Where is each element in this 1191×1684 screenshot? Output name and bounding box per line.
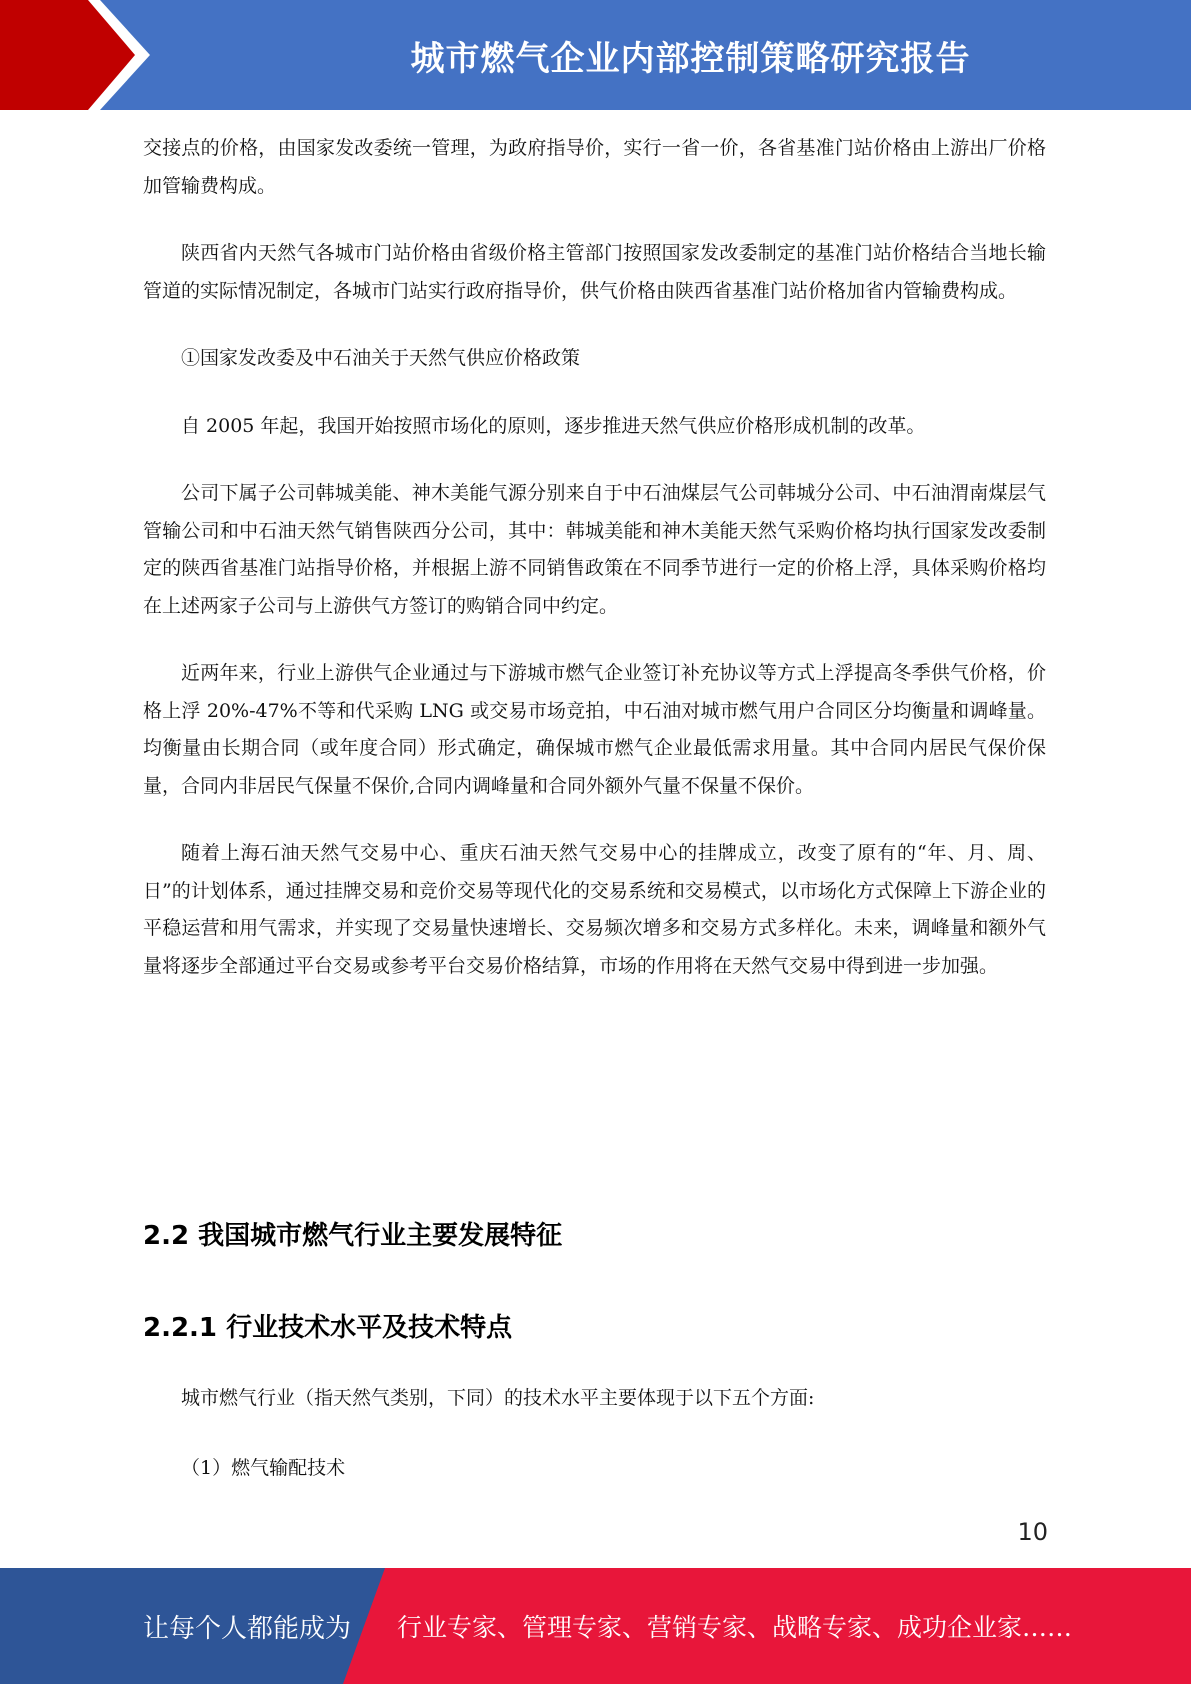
page-number: 10	[1017, 1518, 1048, 1546]
report-title: 城市燃气企业内部控制策略研究报告	[410, 38, 971, 79]
footer-slogan-right: 行业专家、管理专家、营销专家、战略专家、成功企业家……	[397, 1613, 1073, 1642]
body-content	[143, 130, 1046, 1015]
paragraph: 陕西省内天然气各城市门站价格由省级价格主管部门按照国家发改委制定的基准门站价格结合当地长输管道的实际情况制定，各城市门站实行政府指导价，供气价格由陕西省基准门站价格加省内管输费构成。	[143, 242, 1046, 302]
footer-slogan-left: 让每个人都能成为	[143, 1613, 352, 1644]
section-heading: 2.2 我国城市燃气行业主要发展特征	[143, 1221, 563, 1251]
subsection-heading: 2.2.1 行业技术水平及技术特点	[143, 1313, 513, 1343]
paragraph: ①国家发改委及中石油关于天然气供应价格政策	[181, 347, 581, 369]
paragraph: 公司下属子公司韩城美能、神木美能气源分别来自于中石油煤层气公司韩城分公司、中石油渭南煤层气管输公司和中石油天然气销售陕西分公司，其中：韩城美能和神木美能天然气采购价格均执行国家发改委制定的陕西省基准门站指导价格，并根据上游不同销售政策在不同季节进行一定的价格上浮，具体采购价格均在上述两家子公司与上游供气方签订的购销合同中约定。	[143, 482, 1046, 617]
list-item: （1）燃气输配技术	[181, 1457, 346, 1479]
page-footer	[0, 1568, 1191, 1684]
paragraph: 近两年来，行业上游供气企业通过与下游城市燃气企业签订补充协议等方式上浮提高冬季供气价格，价格上浮 20%-47%不等和代采购 LNG 或交易市场竞拍，中石油对城市燃气用户合同区分均衡量和调峰量。均衡量由长期合同（或年度合同）形式确定，确保城市燃气企业最低需求用量。其中合同内居民气保价保量，合同内非居民气保量不保价,合同内调峰量和合同外额外气量不保量不保价。	[143, 662, 1046, 797]
section-intro: 城市燃气行业（指天然气类别，下同）的技术水平主要体现于以下五个方面:	[181, 1387, 815, 1409]
paragraph: 自 2005 年起，我国开始按照市场化的原则，逐步推进天然气供应价格形成机制的改革。	[181, 414, 926, 437]
paragraph: 交接点的价格，由国家发改委统一管理，为政府指导价，实行一省一价，各省基准门站价格由上游出厂价格加管输费构成。	[143, 137, 1046, 197]
paragraph: 随着上海石油天然气交易中心、重庆石油天然气交易中心的挂牌成立，改变了原有的“年、月、周、日”的计划体系，通过挂牌交易和竞价交易等现代化的交易系统和交易模式，以市场化方式保障上下游企业的平稳运营和用气需求，并实现了交易量快速增长、交易频次增多和交易方式多样化。未来，调峰量和额外气量将逐步全部通过平台交易或参考平台交易价格结算，市场的作用将在天然气交易中得到进一步加强。	[143, 842, 1046, 977]
page-header	[0, 0, 1191, 110]
